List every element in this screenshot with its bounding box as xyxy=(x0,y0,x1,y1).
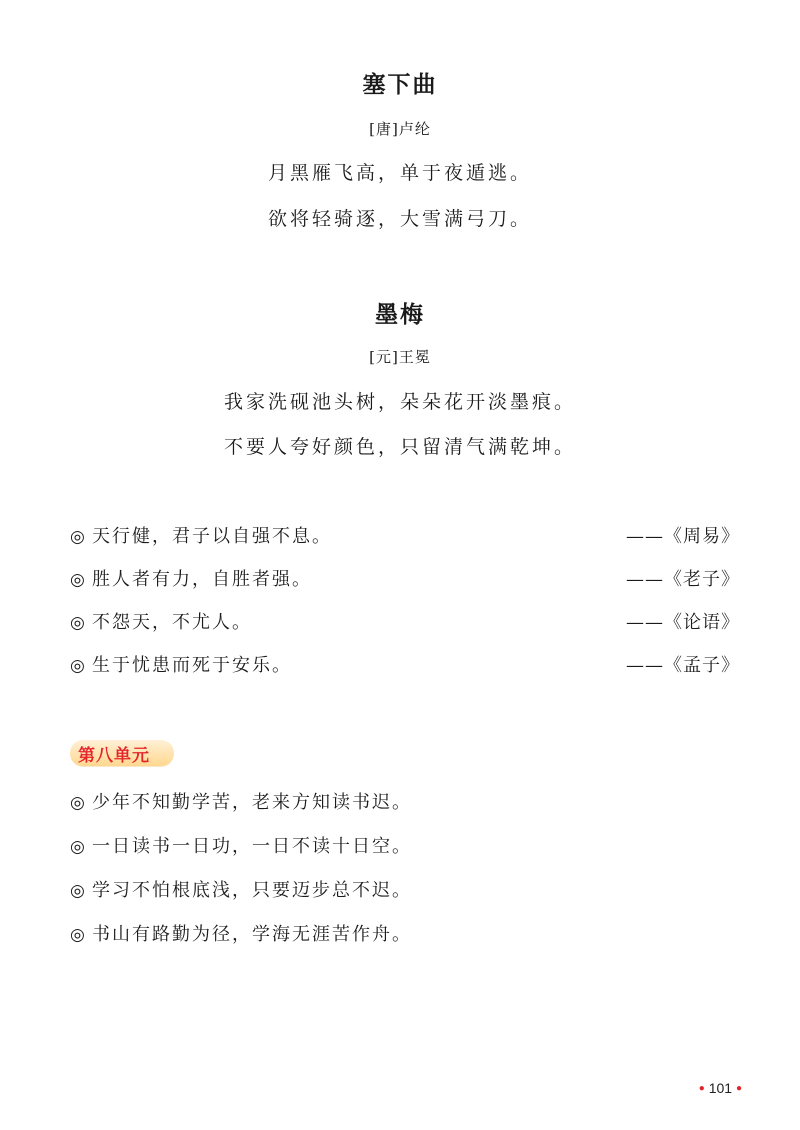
circle-mark-icon: ◎ xyxy=(70,570,87,590)
saying-text: 少年不知勤学苦，老来方知读书迟。 xyxy=(92,792,412,813)
quote-source: ——《孟子》 xyxy=(626,655,740,676)
circle-mark-icon: ◎ xyxy=(70,793,87,813)
saying-text: 书山有路勤为径，学海无涯苦作舟。 xyxy=(92,924,412,945)
quote-text: 胜人者有力，自胜者强。 xyxy=(92,569,312,590)
saying-line xyxy=(70,876,412,902)
saying-line xyxy=(70,788,412,814)
circle-mark-icon: ◎ xyxy=(70,527,87,547)
poem-author: [唐]卢纶 xyxy=(369,120,431,138)
poem-line: 月黑雁飞高，单于夜遁逃。 xyxy=(267,162,532,184)
quote-row xyxy=(70,608,740,638)
quote-text: 不怨天，不尤人。 xyxy=(92,612,252,633)
poem-title: 塞下曲 xyxy=(362,71,438,98)
unit-badge xyxy=(70,740,174,766)
quote-source: ——《老子》 xyxy=(626,569,740,590)
poem-line: 不要人夸好颜色，只留清气满乾坤。 xyxy=(223,436,576,458)
quote-row xyxy=(70,565,740,595)
page-number-text: 101 xyxy=(708,1080,733,1096)
dot-icon: ● xyxy=(698,1083,705,1094)
unit-label: 第八单元 xyxy=(78,746,150,766)
poem-line: 我家洗砚池头树，朵朵花开淡墨痕。 xyxy=(223,391,576,413)
circle-mark-icon: ◎ xyxy=(70,925,87,945)
poem-title: 墨梅 xyxy=(375,301,425,328)
quote-row xyxy=(70,522,740,552)
quote-text: 天行健，君子以自强不息。 xyxy=(92,526,332,547)
dot-icon: ● xyxy=(735,1083,742,1094)
quote-text: 生于忧患而死于安乐。 xyxy=(92,655,292,676)
circle-mark-icon: ◎ xyxy=(70,881,87,901)
quote-source: ——《周易》 xyxy=(626,526,740,547)
poem-line: 欲将轻骑逐，大雪满弓刀。 xyxy=(267,208,532,230)
quote-source: ——《论语》 xyxy=(626,612,740,633)
saying-text: 学习不怕根底浅，只要迈步总不迟。 xyxy=(92,880,412,901)
saying-line xyxy=(70,920,412,946)
page-number xyxy=(699,1080,742,1096)
quote-row xyxy=(70,651,740,681)
poem-author: [元]王冕 xyxy=(369,348,431,366)
circle-mark-icon: ◎ xyxy=(70,613,87,633)
saying-line xyxy=(70,832,412,858)
circle-mark-icon: ◎ xyxy=(70,656,87,676)
saying-text: 一日读书一日功，一日不读十日空。 xyxy=(92,836,412,857)
circle-mark-icon: ◎ xyxy=(70,837,87,857)
